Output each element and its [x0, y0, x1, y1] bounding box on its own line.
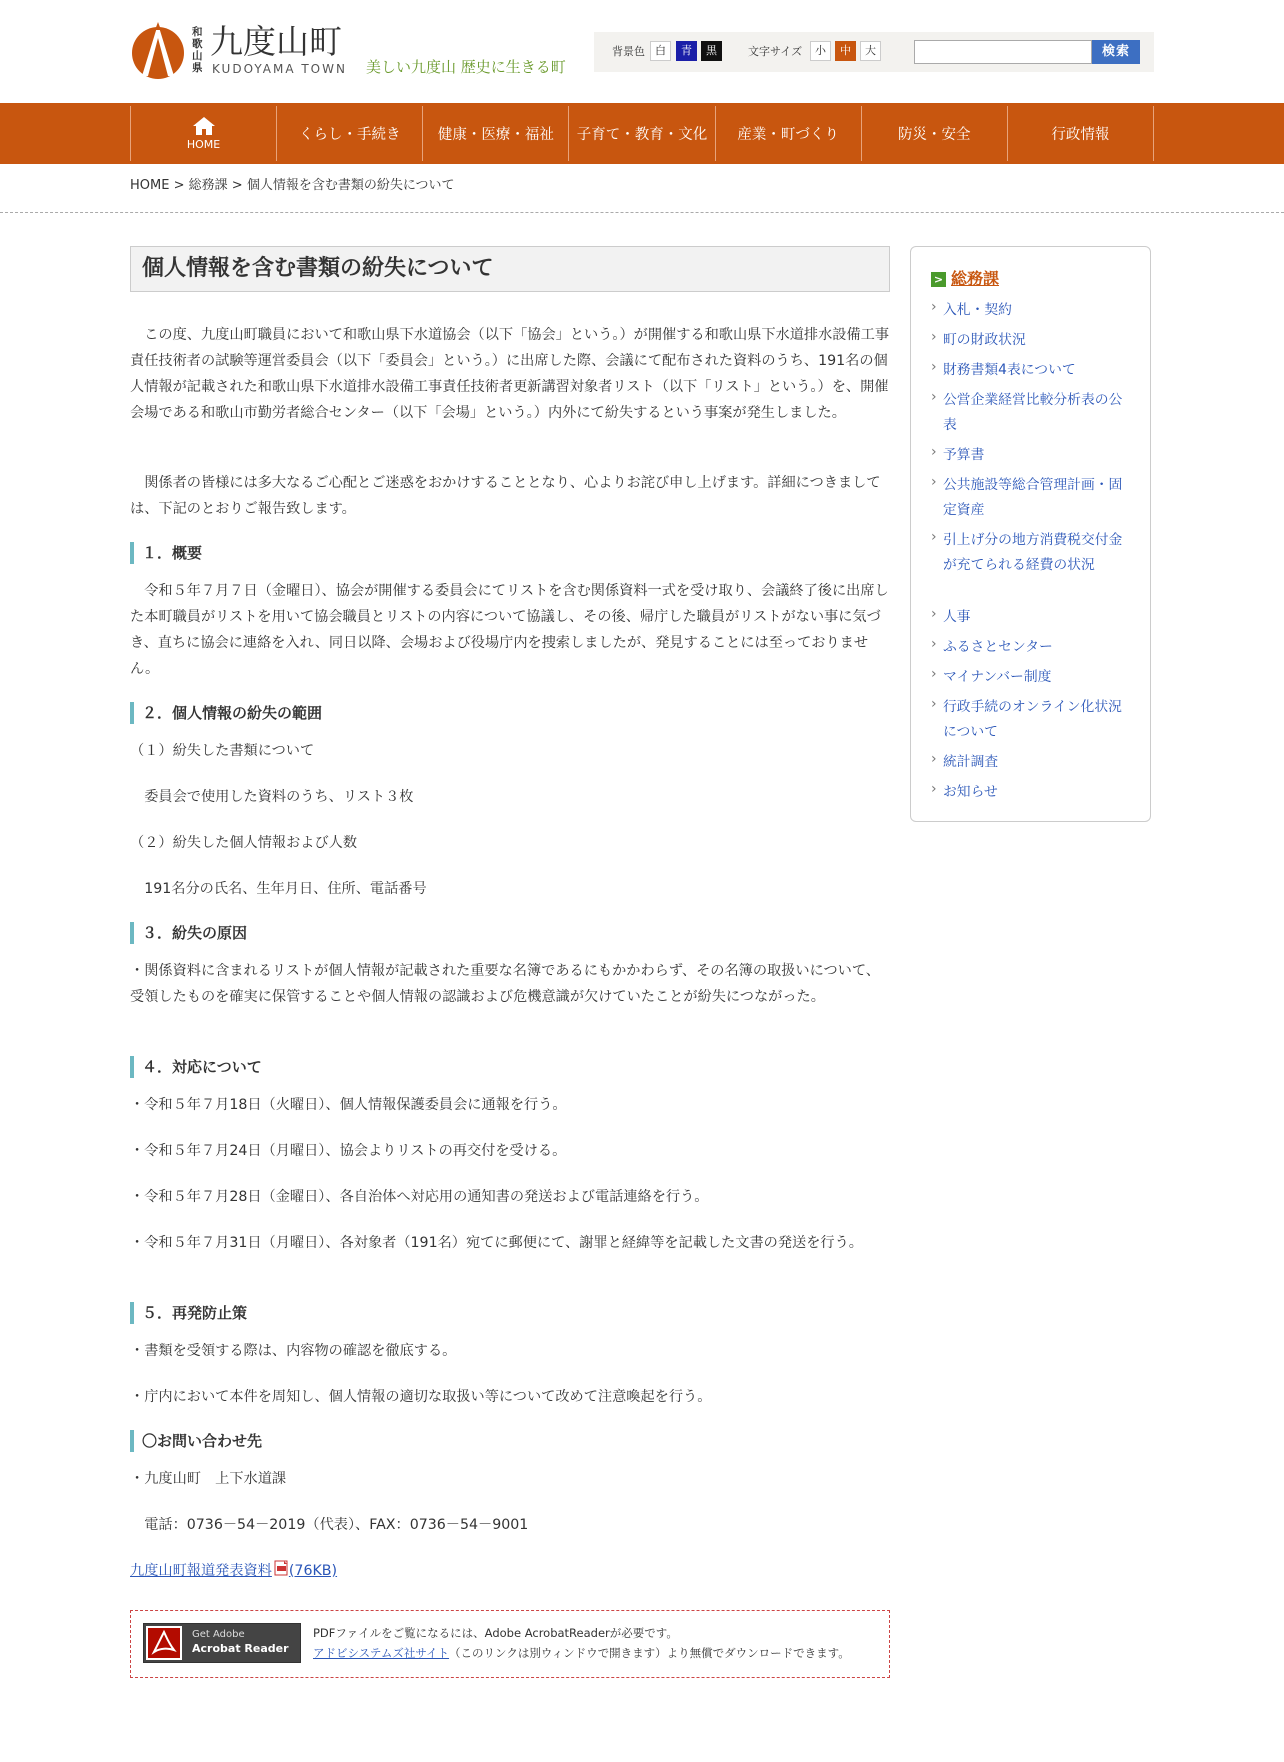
- sidebar-item-statistics[interactable]: [931, 750, 1131, 775]
- font-large-button[interactable]: 大: [860, 41, 881, 61]
- nav-home[interactable]: [131, 106, 277, 161]
- press-release-size[interactable]: (76KB): [288, 1563, 338, 1579]
- sidebar-item-label[interactable]: 予算書: [943, 447, 985, 463]
- sidebar-item-bidding[interactable]: [931, 298, 1131, 323]
- sidebar-item-label[interactable]: 人事: [943, 609, 971, 625]
- home-icon: [192, 116, 216, 136]
- font-small-button[interactable]: 小: [810, 41, 831, 61]
- sidebar-item-public-enterprise[interactable]: [931, 388, 1131, 438]
- nav-home-label: HOME: [186, 138, 221, 151]
- breadcrumb-home[interactable]: HOME: [130, 178, 170, 193]
- sidebar-item-online-procedures[interactable]: [931, 695, 1131, 745]
- sidebar-item-my-number[interactable]: [931, 665, 1131, 690]
- arrow-right-icon: >: [931, 272, 946, 287]
- breadcrumb-separator: >: [169, 178, 189, 193]
- accessibility-toolbar: [594, 32, 1154, 72]
- search-input[interactable]: [914, 40, 1092, 64]
- get-adobe-reader-badge[interactable]: [143, 1623, 301, 1663]
- adobe-site-link[interactable]: アドビシステムズ社サイト: [313, 1646, 450, 1660]
- scope-documents-detail: 委員会で使用した資料のうち、リスト３枚: [144, 789, 414, 805]
- pdf-icon: [274, 1560, 289, 1576]
- sidebar-item-financial-statements[interactable]: [931, 358, 1131, 383]
- search-button[interactable]: 検索: [1092, 40, 1140, 64]
- adobe-notice-text: PDFファイルをご覧になるには、Adobe AcrobatReaderが必要です。: [313, 1626, 678, 1640]
- overview-paragraph: 令和５年７月７日（金曜日）、協会が開催する委員会にてリストを含む関係資料一式を受け取り、会議終了後に出席した本町職員がリストを用いて協会職員とリストの内容について協議し、その後、帰庁した職員がリストがない事に気づき、直ちに協会に連絡を入れ、同日以降、会場および役場庁内を捜索しましたが、発見することには至っておりません。: [130, 583, 889, 677]
- adobe-badge-line2: Acrobat Reader: [192, 1642, 289, 1655]
- heading-scope: ２．個人情報の紛失の範囲: [130, 702, 890, 724]
- scope-subheading-documents: （１）紛失した書類について: [130, 743, 315, 759]
- adobe-download-text: （このリンクは別ウィンドウで開きます）より無償でダウンロードできます。: [449, 1646, 850, 1660]
- font-size-label: 文字サイズ: [748, 45, 803, 58]
- logo-town-name: 九度山町: [210, 22, 342, 61]
- sidebar-item-label[interactable]: ふるさとセンター: [943, 639, 1053, 655]
- sidebar: [910, 246, 1151, 822]
- intro-paragraph: この度、九度山町職員において和歌山県下水道協会（以下「協会」という。）が開催する和歌山県下水道排水設備工事責任技術者の試験等運営委員会（以下「委員会」という。）に出席した際、会議にて配布された資料のうち、191名の個人情報が記載された和歌山県下水道排水設備工事責任技術者更新講習対象者リスト（以下「リスト」という。）を、開催会場である和歌山市勤労者総合センター（以下「会場」という。）内外にて紛失するという事案が発生しました。: [130, 327, 890, 421]
- sidebar-item-label[interactable]: 引上げ分の地方消費税交付金が充てられる経費の状況: [943, 532, 1123, 573]
- breadcrumb-divider: [0, 212, 1284, 213]
- sidebar-item-consumption-tax[interactable]: [931, 528, 1131, 578]
- heading-contact: 〇お問い合わせ先: [130, 1430, 890, 1452]
- adobe-reader-notice: [130, 1610, 890, 1678]
- contact-department: ・九度山町 上下水道課: [130, 1471, 287, 1487]
- bg-black-button[interactable]: 黒: [701, 41, 722, 61]
- response-item: ・令和５年７月24日（月曜日）、協会よりリストの再交付を受ける。: [130, 1143, 567, 1159]
- nav-item-industry[interactable]: 産業・町づくり: [716, 106, 862, 161]
- nav-item-safety[interactable]: 防災・安全: [862, 106, 1008, 161]
- sidebar-item-facilities-plan[interactable]: [931, 473, 1131, 523]
- logo-tagline: 美しい九度山 歴史に生きる町: [366, 58, 566, 76]
- breadcrumb: [130, 176, 455, 196]
- response-item: ・令和５年７月31日（月曜日）、各対象者（191名）宛てに郵便にて、謝罪と経緯等を記載した文書の発送を行う。: [130, 1235, 863, 1251]
- sidebar-item-label[interactable]: 町の財政状況: [943, 332, 1026, 348]
- sidebar-item-personnel[interactable]: [931, 605, 1131, 630]
- main-content: [130, 246, 890, 1660]
- town-emblem-icon: [130, 20, 186, 80]
- nav-item-living[interactable]: くらし・手続き: [277, 106, 423, 161]
- bg-white-button[interactable]: 白: [650, 41, 671, 61]
- press-release-line: [130, 1558, 890, 1584]
- contact-phone-fax: 電話：0736－54－2019（代表）、FAX：0736－54－9001: [144, 1517, 529, 1533]
- bg-blue-button[interactable]: 青: [676, 41, 697, 61]
- adobe-badge-line1: Get Adobe: [192, 1629, 245, 1640]
- response-item: ・令和５年７月28日（金曜日）、各自治体へ対応用の通知書の発送および電話連絡を行う。: [130, 1189, 709, 1205]
- prevention-item: ・庁内において本件を周知し、個人情報の適切な取扱い等について改めて注意喚起を行う。: [130, 1389, 712, 1405]
- press-release-link[interactable]: 九度山町報道発表資料: [130, 1563, 272, 1579]
- nav-item-education[interactable]: 子育て・教育・文化: [569, 106, 715, 161]
- global-nav: [0, 103, 1284, 164]
- global-nav-list: [130, 106, 1154, 161]
- apology-paragraph: 関係者の皆様には多大なるご心配とご迷惑をおかけすることとなり、心よりお詫び申し上げます。詳細につきましては、下記のとおりご報告致します。: [130, 475, 881, 517]
- logo-roman-name: KUDOYAMA TOWN: [212, 62, 347, 76]
- heading-overview: １．概要: [130, 542, 890, 564]
- sidebar-item-label[interactable]: お知らせ: [943, 784, 998, 800]
- font-medium-button[interactable]: 中: [835, 41, 856, 61]
- sidebar-heading-link[interactable]: 総務課: [951, 269, 1000, 288]
- breadcrumb-section[interactable]: 総務課: [188, 178, 228, 193]
- heading-prevention: ５．再発防止策: [130, 1302, 890, 1324]
- response-item: ・令和５年７月18日（火曜日）、個人情報保護委員会に通報を行う。: [130, 1097, 567, 1113]
- site-header: [0, 0, 1284, 103]
- breadcrumb-separator: >: [227, 178, 247, 193]
- sidebar-item-finance[interactable]: [931, 328, 1131, 353]
- nav-item-administration[interactable]: 行政情報: [1008, 106, 1154, 161]
- acrobat-logo-icon: [146, 1626, 182, 1660]
- site-logo[interactable]: [130, 20, 570, 82]
- scope-subheading-info: （２）紛失した個人情報および人数: [130, 835, 358, 851]
- sidebar-item-budget[interactable]: [931, 443, 1131, 468]
- sidebar-item-label[interactable]: 統計調査: [943, 754, 999, 770]
- sidebar-item-label[interactable]: 入札・契約: [943, 302, 1012, 318]
- sidebar-item-label[interactable]: 公営企業経営比較分析表の公表: [943, 392, 1123, 433]
- scope-info-detail: 191名分の氏名、生年月日、住所、電話番号: [144, 881, 427, 897]
- cause-paragraph: ・関係資料に含まれるリストが個人情報が記載された重要な名簿であるにもかかわらず、その名簿の取扱いについて、受領したものを確実に保管することや個人情報の認識および危機意識が欠けていたことが紛失につながった。: [130, 963, 880, 1005]
- sidebar-item-label[interactable]: マイナンバー制度: [943, 669, 1052, 685]
- sidebar-item-label[interactable]: 公共施設等総合管理計画・固定資産: [943, 477, 1123, 518]
- bg-color-label: 背景色: [612, 45, 645, 58]
- adobe-notice-download: [313, 1644, 850, 1662]
- logo-prefecture: 和歌山県: [192, 26, 203, 74]
- heading-response: ４．対応について: [130, 1056, 890, 1078]
- page-title: 個人情報を含む書類の紛失について: [130, 246, 890, 292]
- prevention-item: ・書類を受領する際は、内容物の確認を徹底する。: [130, 1343, 457, 1359]
- sidebar-heading: [931, 267, 999, 291]
- sidebar-item-label[interactable]: 財務書類4表について: [943, 362, 1076, 378]
- sidebar-item-label[interactable]: 行政手続のオンライン化状況について: [943, 699, 1122, 740]
- sidebar-item-furusato-center[interactable]: [931, 635, 1131, 660]
- nav-item-health[interactable]: 健康・医療・福祉: [423, 106, 569, 161]
- breadcrumb-current: 個人情報を含む書類の紛失について: [246, 178, 455, 193]
- sidebar-item-news[interactable]: [931, 780, 1131, 805]
- heading-cause: ３．紛失の原因: [130, 922, 890, 944]
